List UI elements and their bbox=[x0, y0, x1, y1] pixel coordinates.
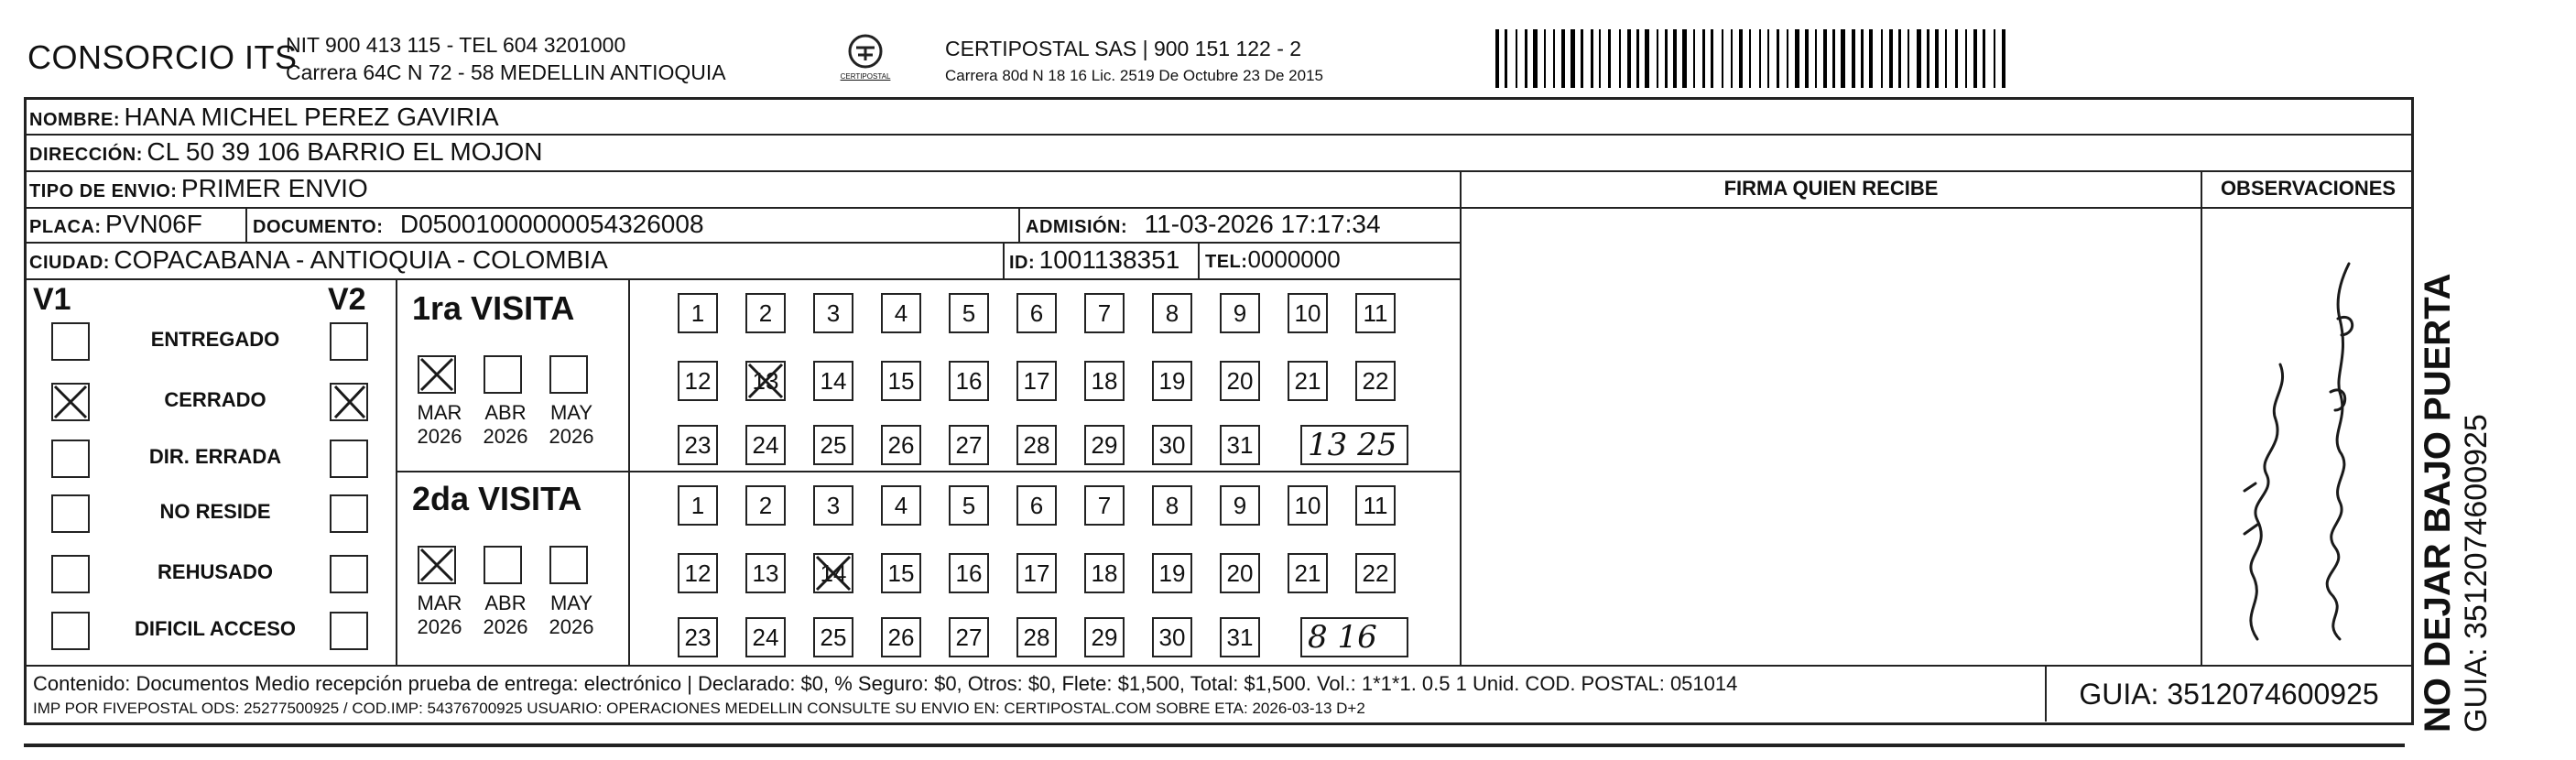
signature-area[interactable] bbox=[1463, 211, 2199, 663]
visit2-day-box[interactable]: 30 bbox=[1152, 617, 1192, 657]
visit1-day-box[interactable]: 21 bbox=[1288, 361, 1328, 401]
visit2-day-box[interactable]: 22 bbox=[1355, 553, 1396, 593]
month-name: ABR bbox=[484, 592, 527, 614]
company-info bbox=[286, 31, 726, 86]
visit1-day-box[interactable]: 18 bbox=[1084, 361, 1125, 401]
visit1-month-label bbox=[544, 401, 599, 449]
status-v2-checkbox[interactable] bbox=[330, 612, 368, 650]
documento-row bbox=[253, 210, 704, 239]
placa-label: PLACA: bbox=[29, 217, 102, 237]
visit1-day-box[interactable]: 24 bbox=[745, 425, 786, 465]
barcode bbox=[1495, 29, 2228, 88]
carrier-line: CERTIPOSTAL SAS | 900 151 122 - 2 bbox=[945, 37, 1302, 60]
tipo-row bbox=[29, 174, 368, 203]
visit2-month-checkbox[interactable] bbox=[484, 546, 522, 584]
visit1-month-checkbox[interactable] bbox=[549, 355, 588, 394]
visit2-day-box[interactable]: 8 bbox=[1152, 485, 1192, 526]
direccion-row bbox=[29, 137, 542, 167]
visit1-day-box[interactable]: 2 bbox=[745, 293, 786, 333]
side-warning: NO DEJAR BAJO PUERTA bbox=[2418, 273, 2458, 733]
visit1-day-box[interactable]: 30 bbox=[1152, 425, 1192, 465]
month-year: 2026 bbox=[549, 615, 594, 638]
visit1-day-box[interactable]: 17 bbox=[1016, 361, 1057, 401]
visit1-day-box[interactable]: 16 bbox=[949, 361, 989, 401]
visit1-day-box[interactable]: 8 bbox=[1152, 293, 1192, 333]
visit1-day-box[interactable]: 23 bbox=[678, 425, 718, 465]
tel-label: TEL: bbox=[1205, 252, 1248, 272]
month-year: 2026 bbox=[483, 425, 528, 448]
ciudad-label: CIUDAD: bbox=[29, 253, 110, 273]
visit1-day-box[interactable]: 5 bbox=[949, 293, 989, 333]
v1-label: V1 bbox=[33, 282, 71, 317]
visit2-day-box[interactable]: 5 bbox=[949, 485, 989, 526]
nombre-value: HANA MICHEL PEREZ GAVIRIA bbox=[124, 103, 499, 131]
month-name: MAY bbox=[549, 592, 593, 614]
visit2-day-box[interactable]: 21 bbox=[1288, 553, 1328, 593]
status-v2-checkbox[interactable] bbox=[330, 494, 368, 533]
visit2-day-box[interactable]: 9 bbox=[1220, 485, 1260, 526]
visit2-day-box[interactable]: 17 bbox=[1016, 553, 1057, 593]
certipostal-logo bbox=[829, 31, 902, 95]
visit2-day-box[interactable]: 27 bbox=[949, 617, 989, 657]
month-name: MAY bbox=[549, 401, 593, 424]
visit1-day-box[interactable]: 27 bbox=[949, 425, 989, 465]
visit2-day-box[interactable]: 23 bbox=[678, 617, 718, 657]
company-name: CONSORCIO ITS bbox=[27, 38, 298, 76]
visit1-day-box[interactable]: 11 bbox=[1355, 293, 1396, 333]
visit1-day-box[interactable]: 7 bbox=[1084, 293, 1125, 333]
status-v1-checkbox[interactable] bbox=[51, 494, 90, 533]
month-year: 2026 bbox=[417, 425, 462, 448]
visit2-day-box[interactable]: 12 bbox=[678, 553, 718, 593]
visit2-day-box[interactable]: 18 bbox=[1084, 553, 1125, 593]
visit1-day-box[interactable]: 3 bbox=[813, 293, 853, 333]
visit2-time-box[interactable]: 8 16 bbox=[1300, 617, 1408, 657]
tipo-value: PRIMER ENVIO bbox=[180, 174, 368, 202]
month-name: ABR bbox=[484, 401, 527, 424]
visit1-day-box[interactable]: 26 bbox=[881, 425, 921, 465]
placa-value: PVN06F bbox=[105, 210, 202, 238]
guia-number: GUIA: 3512074600925 bbox=[2045, 667, 2411, 722]
visit1-day-box[interactable]: 15 bbox=[881, 361, 921, 401]
carrier-info bbox=[945, 35, 1323, 90]
status-label: ENTREGADO bbox=[150, 328, 280, 351]
visit2-day-box[interactable]: 3 bbox=[813, 485, 853, 526]
visit1-day-box[interactable]: 22 bbox=[1355, 361, 1396, 401]
visit1-month-checkbox[interactable] bbox=[418, 355, 456, 394]
documento-value: D05001000000054326008 bbox=[399, 210, 704, 238]
bottom-rule bbox=[24, 744, 2405, 747]
observaciones-handwriting bbox=[2202, 209, 2414, 665]
observaciones-header: OBSERVACIONES bbox=[2220, 177, 2397, 200]
status-v1-checkbox[interactable] bbox=[51, 612, 90, 650]
id-row bbox=[1009, 245, 1179, 275]
side-guia: GUIA: 3512074600925 bbox=[2459, 414, 2494, 733]
visit2-month-checkbox[interactable] bbox=[549, 546, 588, 584]
direccion-value: CL 50 39 106 BARRIO EL MOJON bbox=[147, 137, 543, 166]
side-text bbox=[2418, 273, 2494, 733]
visit1-month-checkbox[interactable] bbox=[484, 355, 522, 394]
ciudad-value: COPACABANA - ANTIOQUIA - COLOMBIA bbox=[114, 245, 608, 274]
v2-label: V2 bbox=[328, 282, 366, 317]
month-name: MAR bbox=[417, 592, 462, 614]
visit1-day-box[interactable]: 12 bbox=[678, 361, 718, 401]
visit2-day-box[interactable]: 29 bbox=[1084, 617, 1125, 657]
firma-header: FIRMA QUIEN RECIBE bbox=[1723, 177, 1939, 200]
carrier-address: Carrera 80d N 18 16 Lic. 2519 De Octubre 23 De 2015 bbox=[945, 67, 1323, 84]
documento-label: DOCUMENTO: bbox=[253, 217, 384, 237]
month-year: 2026 bbox=[417, 615, 462, 638]
month-name: MAR bbox=[417, 401, 462, 424]
tel-row bbox=[1205, 245, 1341, 274]
visit1-month-label bbox=[478, 401, 533, 449]
id-label: ID: bbox=[1009, 253, 1036, 273]
tel-value: 0000000 bbox=[1247, 245, 1341, 273]
admision-value: 11-03-2026 17:17:34 bbox=[1144, 210, 1381, 238]
status-v2-checkbox[interactable] bbox=[330, 383, 368, 421]
status-label: DIR. ERRADA bbox=[148, 445, 282, 468]
visit1-day-box[interactable]: 10 bbox=[1288, 293, 1328, 333]
nombre-label: NOMBRE: bbox=[29, 110, 121, 130]
visit2-day-box[interactable]: 1 bbox=[678, 485, 718, 526]
visit2-title: 2da VISITA bbox=[412, 480, 582, 517]
visit2-day-box[interactable]: 26 bbox=[881, 617, 921, 657]
contenido-text: Contenido: Documentos Medio recepción prueba de entrega: electrónico | Declarado: $0, % Seguro: $0, Otros: $0, Flete: $1,500, Total: $1,500. Vol.: 1*1*1. 0.5 1 Unid. COD. POSTAL: 051014 bbox=[33, 672, 1738, 695]
status-v2-checkbox[interactable] bbox=[330, 555, 368, 593]
status-label: NO RESIDE bbox=[159, 500, 271, 523]
status-v2-checkbox[interactable] bbox=[330, 440, 368, 478]
visit1-day-box[interactable]: 19 bbox=[1152, 361, 1192, 401]
visit2-day-box[interactable]: 24 bbox=[745, 617, 786, 657]
visit1-day-box[interactable]: 28 bbox=[1016, 425, 1057, 465]
status-label: CERRADO bbox=[164, 388, 266, 411]
tipo-label: TIPO DE ENVIO: bbox=[29, 181, 178, 201]
nit-line: NIT 900 413 115 - TEL 604 3201000 bbox=[286, 33, 626, 57]
status-label: REHUSADO bbox=[158, 560, 273, 583]
status-v1-checkbox[interactable] bbox=[51, 383, 90, 421]
visit2-day-box[interactable]: 13 bbox=[745, 553, 786, 593]
visit2-day-box[interactable]: 4 bbox=[881, 485, 921, 526]
visit2-day-box[interactable]: 10 bbox=[1288, 485, 1328, 526]
visit1-day-box[interactable]: 25 bbox=[813, 425, 853, 465]
visit1-day-box[interactable]: 31 bbox=[1220, 425, 1260, 465]
visit2-day-box[interactable]: 16 bbox=[949, 553, 989, 593]
visit2-day-box[interactable]: 7 bbox=[1084, 485, 1125, 526]
address-line: Carrera 64C N 72 - 58 MEDELLIN ANTIOQUIA bbox=[286, 60, 726, 84]
logo-label: CERTIPOSTAL bbox=[840, 72, 891, 81]
visit2-day-box[interactable]: 25 bbox=[813, 617, 853, 657]
visit2-day-box[interactable]: 2 bbox=[745, 485, 786, 526]
logo-icon bbox=[845, 31, 886, 71]
imp-text: IMP POR FIVEPOSTAL ODS: 25277500925 / COD.IMP: 54376700925 USUARIO: OPERACIONES MEDELLIN CONSULTE SU ENVIO EN: CERTIPOSTAL.COM SOBRE ETA: 2026-03-13 D+2 bbox=[33, 700, 1365, 717]
month-year: 2026 bbox=[483, 615, 528, 638]
visit1-day-box[interactable]: 4 bbox=[881, 293, 921, 333]
visit1-day-box[interactable]: 1 bbox=[678, 293, 718, 333]
visit1-month-label bbox=[412, 401, 467, 449]
visit2-month-label bbox=[544, 592, 599, 639]
status-label: DIFICIL ACCESO bbox=[134, 617, 296, 640]
visit2-day-box[interactable]: 19 bbox=[1152, 553, 1192, 593]
status-v2-checkbox[interactable] bbox=[330, 322, 368, 361]
ciudad-row bbox=[29, 245, 608, 275]
visit1-day-box[interactable]: 29 bbox=[1084, 425, 1125, 465]
visit2-day-box[interactable]: 11 bbox=[1355, 485, 1396, 526]
visit1-day-box[interactable]: 14 bbox=[813, 361, 853, 401]
visit2-day-box[interactable]: 28 bbox=[1016, 617, 1057, 657]
status-v1-checkbox[interactable] bbox=[51, 322, 90, 361]
visit2-month-label bbox=[478, 592, 533, 639]
visit2-month-label bbox=[412, 592, 467, 639]
placa-row bbox=[29, 210, 202, 239]
admision-label: ADMISIÓN: bbox=[1026, 217, 1128, 237]
visit1-day-box[interactable]: 20 bbox=[1220, 361, 1260, 401]
nombre-row bbox=[29, 103, 499, 132]
visit1-day-box[interactable]: 9 bbox=[1220, 293, 1260, 333]
visit1-title: 1ra VISITA bbox=[412, 289, 575, 327]
visit1-day-box[interactable]: 6 bbox=[1016, 293, 1057, 333]
visit2-day-box[interactable]: 6 bbox=[1016, 485, 1057, 526]
id-value: 1001138351 bbox=[1038, 245, 1180, 274]
direccion-label: DIRECCIÓN: bbox=[29, 145, 143, 165]
visit2-month-checkbox[interactable] bbox=[418, 546, 456, 584]
visit2-day-box[interactable]: 31 bbox=[1220, 617, 1260, 657]
visit2-day-box[interactable]: 15 bbox=[881, 553, 921, 593]
status-v1-checkbox[interactable] bbox=[51, 555, 90, 593]
visit2-day-box[interactable]: 14 bbox=[813, 553, 853, 593]
admision-row bbox=[1026, 210, 1381, 239]
visit1-day-box[interactable]: 13 bbox=[745, 361, 786, 401]
visit1-time-box[interactable]: 13 25 bbox=[1300, 425, 1408, 465]
month-year: 2026 bbox=[549, 425, 594, 448]
status-v1-checkbox[interactable] bbox=[51, 440, 90, 478]
visit2-day-box[interactable]: 20 bbox=[1220, 553, 1260, 593]
